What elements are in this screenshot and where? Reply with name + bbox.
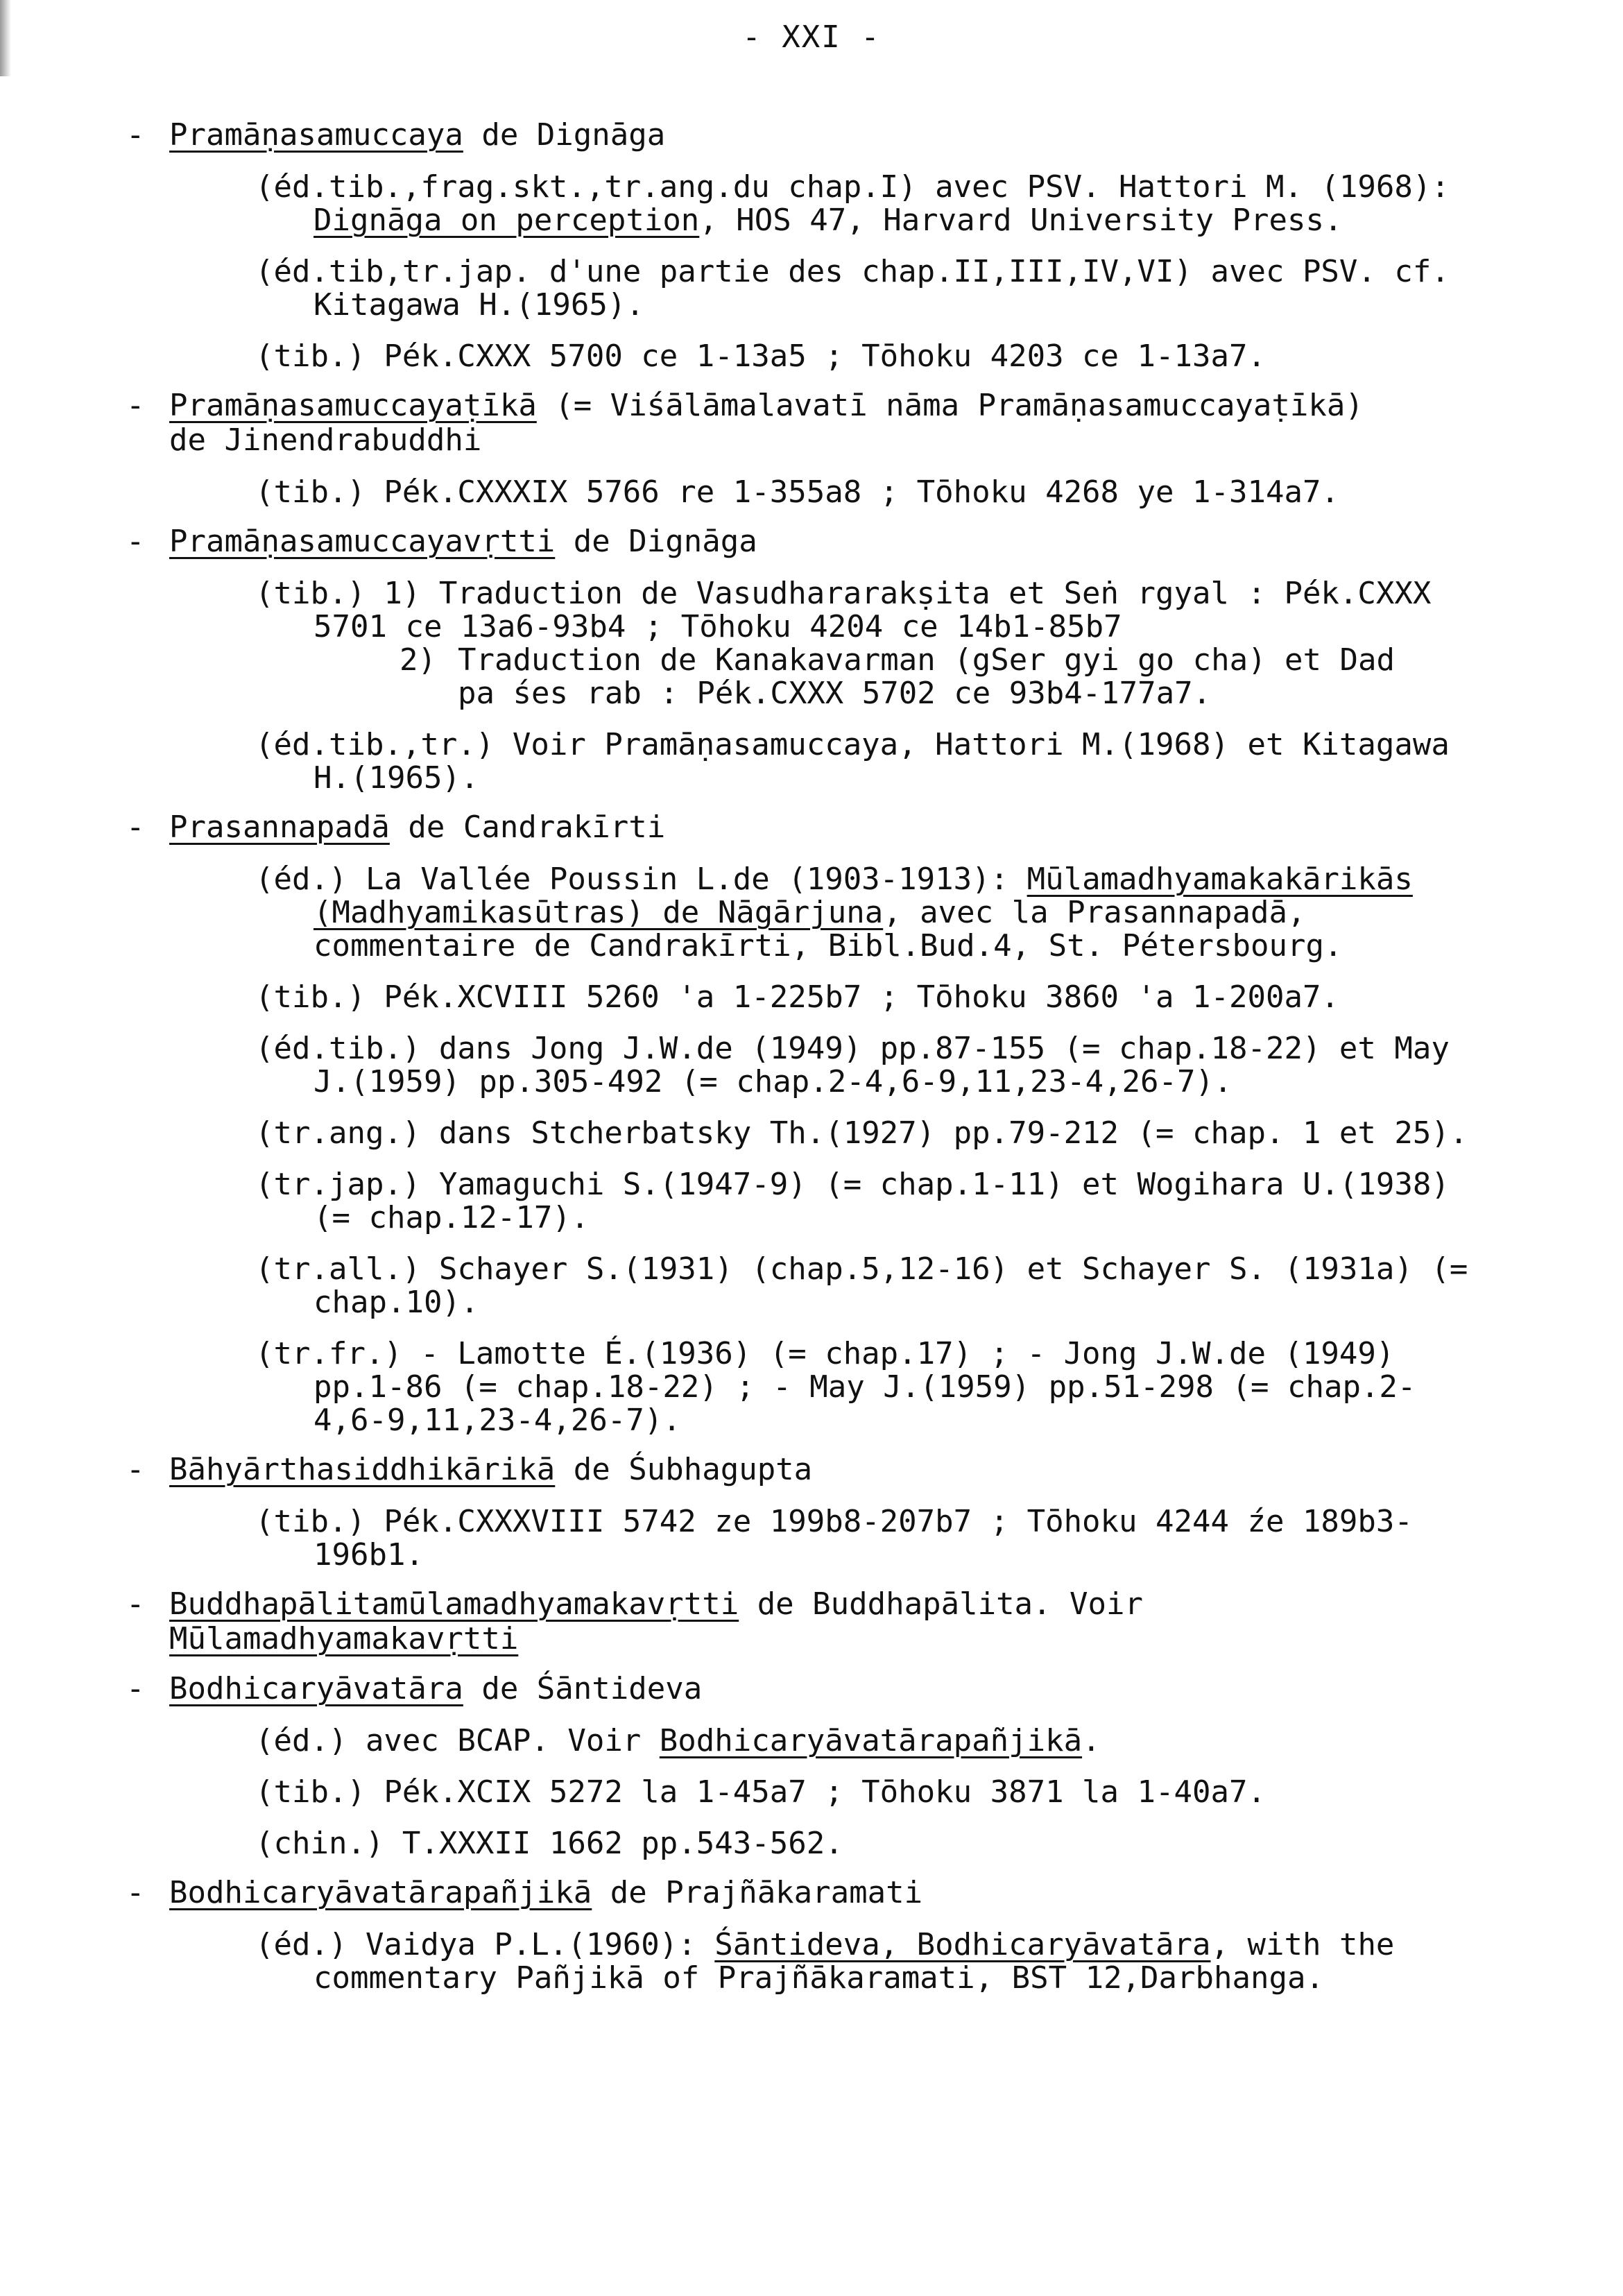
text-segment: (= Viśālāmalavatī nāma Pramāṇasamuccayaṭīkā) de Jinendrabuddhi <box>169 388 1364 458</box>
bibliography-entry <box>0 1672 1623 1860</box>
text-segment: (tr.all.) Schayer S.(1931) (chap.5,12-16) et Schayer S. (1931a) (= chap.10). <box>255 1251 1468 1320</box>
text-segment: (éd.tib,tr.jap. d'une partie des chap.II,III,IV,VI) avec PSV. cf. Kitagawa H.(1965). <box>255 254 1450 323</box>
underlined-title: Bodhicaryāvatārapañjikā <box>659 1723 1083 1758</box>
text-segment: . <box>1082 1723 1101 1758</box>
detail-number: 2) <box>400 642 436 678</box>
entry-heading <box>0 810 1623 845</box>
underlined-title: Bodhicaryāvatārapañjikā <box>169 1875 592 1910</box>
entry-detail <box>255 171 1470 237</box>
entry-heading <box>0 118 1623 153</box>
entry-dash: - <box>126 1586 145 1622</box>
entry-dash: - <box>126 117 145 153</box>
entry-detail <box>255 863 1470 963</box>
entry-detail <box>255 476 1470 509</box>
underlined-title: Dignāga on perception <box>314 203 700 238</box>
entry-heading <box>0 1453 1623 1487</box>
entry-detail <box>255 1117 1470 1150</box>
underlined-title: Prasannapadā <box>169 809 390 845</box>
text-segment: Traduction de Kanakavarman (gSer gyi go cha) et Dad pa śes rab : Pék.CXXX 5702 ce 93b4-177a7. <box>458 642 1396 711</box>
entry-heading <box>0 1587 1623 1656</box>
bibliography-entry <box>0 118 1623 373</box>
entry-dash: - <box>126 388 145 423</box>
bibliography-entry <box>0 1876 1623 1995</box>
entry-detail <box>255 340 1470 373</box>
text-segment: (tib.) Pék.CXXXVIII 5742 ze 199b8-207b7 ; Tōhoku 4244 źe 189b3-196b1. <box>255 1504 1413 1573</box>
entry-detail <box>255 1724 1470 1758</box>
entry-detail <box>255 1776 1470 1809</box>
entry-detail <box>255 1928 1470 1995</box>
entry-detail <box>255 728 1470 795</box>
text-segment: (tib.) Pék.XCVIII 5260 'a 1-225b7 ; Tōhoku 3860 'a 1-200a7. <box>255 979 1339 1015</box>
underlined-title: Pramāṇasamuccayaṭīkā <box>169 388 537 423</box>
entry-heading <box>0 1876 1623 1910</box>
text-segment: de Śāntideva <box>463 1671 703 1706</box>
text-segment: de Prajñākaramati <box>592 1875 923 1910</box>
text-segment: (chin.) T.XXXII 1662 pp.543-562. <box>255 1826 843 1861</box>
underlined-title: Buddhapālitamūlamadhyamakavṛtti <box>169 1586 739 1622</box>
text-segment: (éd.tib.,frag.skt.,tr.ang.du chap.I) avec PSV. Hattori M. (1968): <box>255 169 1450 205</box>
entry-detail <box>255 1337 1470 1437</box>
entry-dash: - <box>126 1875 145 1910</box>
entry-detail <box>255 1505 1470 1572</box>
bibliography-entry <box>0 1587 1623 1656</box>
entry-heading <box>0 524 1623 559</box>
underlined-title: Mūlamadhyamakavṛtti <box>169 1621 519 1656</box>
entry-dash: - <box>126 809 145 845</box>
text-segment: (tib.) 1) Traduction de Vasudhararakṣita et Seṅ rgyal : Pék.CXXX 5701 ce 13a6-93b4 ; Tōhoku 4204 ce 14b1-85b7 <box>255 576 1432 644</box>
underlined-title: Śāntideva, Bodhicaryāvatāra <box>714 1927 1211 1962</box>
bibliography-list <box>0 118 1623 2010</box>
entry-heading <box>0 1672 1623 1706</box>
text-segment: (tr.ang.) dans Stcherbatsky Th.(1927) pp.79-212 (= chap. 1 et 25). <box>255 1115 1468 1151</box>
entry-dash: - <box>126 1452 145 1487</box>
bibliography-entry <box>0 1453 1623 1572</box>
text-segment: (tib.) Pék.CXXX 5700 ce 1-13a5 ; Tōhoku 4203 ce 1-13a7. <box>255 339 1266 374</box>
text-segment: de Buddhapālita. Voir <box>739 1586 1143 1622</box>
entry-detail <box>400 642 1429 711</box>
entry-heading <box>0 388 1623 458</box>
bibliography-entry <box>0 388 1623 509</box>
text-segment: de Candrakīrti <box>389 809 666 845</box>
underlined-title: Bodhicaryāvatāra <box>169 1671 463 1706</box>
text-segment: (éd.tib.) dans Jong J.W.de (1949) pp.87-155 (= chap.18-22) et May J.(1959) pp.305-492 (= chap.2-4,6-9,11,23-4,26-7). <box>255 1031 1450 1099</box>
underlined-title: Mūlamadhyamakakārikās (Madhyamikasūtras) de Nāgārjuna <box>314 862 1413 930</box>
entry-dash: - <box>126 524 145 559</box>
text-segment: (tr.fr.) - Lamotte É.(1936) (= chap.17) ; - Jong J.W.de (1949) pp.1-86 (= chap.18-22) ; - May J.(1959) pp.51-298 (= chap.2-4,6-9,11,23-4,26-7). <box>255 1336 1416 1438</box>
text-segment: , with the commentary Pañjikā of Prajñākaramati, BST 12,Darbhanga. <box>314 1927 1395 1996</box>
text-segment: (tr.jap.) Yamaguchi S.(1947-9) (= chap.1-11) et Wogihara U.(1938) (= chap.12-17). <box>255 1167 1450 1235</box>
text-segment: (éd.) avec BCAP. Voir <box>255 1723 660 1758</box>
text-segment: (éd.) Vaidya P.L.(1960): <box>255 1927 715 1962</box>
entry-detail <box>255 1827 1470 1860</box>
text-segment: (éd.) La Vallée Poussin L.de (1903-1913): <box>255 862 1027 897</box>
text-segment: de Dignāga <box>555 524 757 559</box>
entry-dash: - <box>126 1671 145 1706</box>
text-segment: de Śubhagupta <box>555 1452 813 1487</box>
entry-detail <box>255 1253 1470 1319</box>
text-segment: (tib.) Pék.CXXXIX 5766 re 1-355a8 ; Tōhoku 4268 ye 1-314a7. <box>255 474 1339 510</box>
text-segment: de Dignāga <box>463 117 666 153</box>
entry-detail <box>255 577 1470 644</box>
text-segment: (tib.) Pék.XCIX 5272 la 1-45a7 ; Tōhoku 3871 la 1-40a7. <box>255 1774 1266 1810</box>
bibliography-entry <box>0 810 1623 1437</box>
page-number: - XXI - <box>742 19 881 55</box>
underlined-title: Bāhyārthasiddhikārikā <box>169 1452 556 1487</box>
text-segment: , avec la Prasannapadā, commentaire de Candrakīrti, Bibl.Bud.4, St. Pétersbourg. <box>314 895 1343 963</box>
underlined-title: Pramāṇasamuccaya <box>169 117 463 153</box>
text-segment: (éd.tib.,tr.) Voir Pramāṇasamuccaya, Hattori M.(1968) et Kitagawa H.(1965). <box>255 727 1450 796</box>
text-segment: , HOS 47, Harvard University Press. <box>699 203 1343 238</box>
entry-detail <box>255 981 1470 1014</box>
underlined-title: Pramāṇasamuccayavṛtti <box>169 524 556 559</box>
entry-detail <box>255 1168 1470 1235</box>
entry-detail <box>255 255 1470 322</box>
bibliography-entry <box>0 524 1623 795</box>
entry-detail <box>255 1032 1470 1099</box>
